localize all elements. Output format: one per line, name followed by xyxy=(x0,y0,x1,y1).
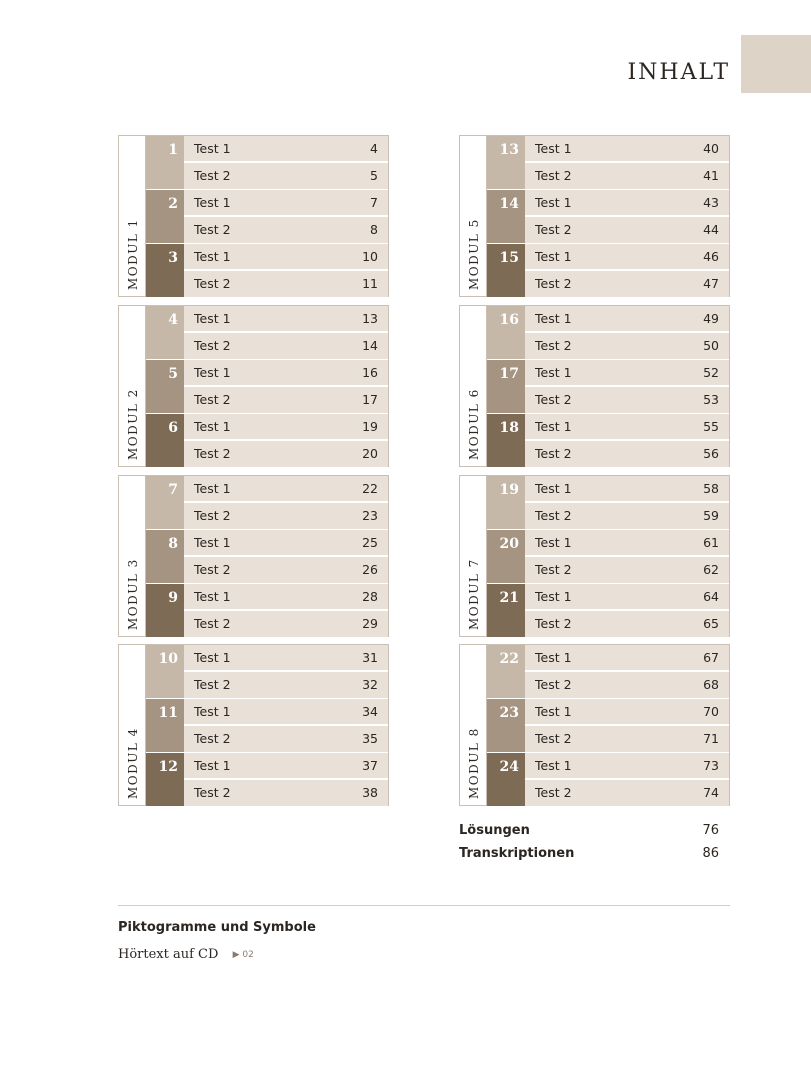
page-number: 44 xyxy=(703,222,719,237)
module-block xyxy=(118,135,389,297)
page-number: 55 xyxy=(703,419,719,434)
test-name: Test 2 xyxy=(194,562,231,577)
lesson-block xyxy=(487,360,729,413)
page-number: 35 xyxy=(362,731,378,746)
lesson-number: 4 xyxy=(146,306,184,359)
legend-item-cd xyxy=(118,947,254,962)
lesson-block xyxy=(487,753,729,806)
test-entry-row[interactable] xyxy=(525,441,729,467)
lesson-number: 1 xyxy=(146,136,184,189)
test-name: Test 2 xyxy=(535,222,572,237)
page-number: 31 xyxy=(362,650,378,665)
test-entry-row[interactable] xyxy=(525,190,729,216)
test-entry-row[interactable] xyxy=(525,611,729,637)
test-name: Test 1 xyxy=(535,365,572,380)
corner-tab xyxy=(741,35,811,93)
test-name: Test 2 xyxy=(535,677,572,692)
test-entry-row[interactable] xyxy=(525,244,729,270)
test-entry-row[interactable] xyxy=(525,217,729,243)
test-name: Test 2 xyxy=(194,508,231,523)
lesson-number: 3 xyxy=(146,244,184,297)
test-name: Test 1 xyxy=(194,650,231,665)
lesson-number: 10 xyxy=(146,645,184,698)
test-name: Test 2 xyxy=(194,222,231,237)
page-number: 20 xyxy=(362,446,378,461)
test-name: Test 1 xyxy=(535,589,572,604)
cd-track-icon: ▶ 02 xyxy=(232,949,254,960)
page-number: 74 xyxy=(703,785,719,800)
lesson-number: 15 xyxy=(487,244,525,297)
test-entry-row[interactable] xyxy=(184,414,388,440)
test-name: Test 1 xyxy=(535,141,572,156)
page-number: 34 xyxy=(362,704,378,719)
lesson-block xyxy=(487,699,729,752)
test-name: Test 2 xyxy=(194,338,231,353)
page-number: 47 xyxy=(703,276,719,291)
lesson-block xyxy=(487,244,729,297)
test-entry-row[interactable] xyxy=(525,163,729,189)
test-entry-row[interactable] xyxy=(525,476,729,502)
test-name: Test 2 xyxy=(194,276,231,291)
test-entry-row[interactable] xyxy=(525,271,729,297)
test-name: Test 1 xyxy=(194,419,231,434)
lesson-block xyxy=(146,530,388,583)
test-name: Test 2 xyxy=(194,785,231,800)
test-entry-row[interactable] xyxy=(184,441,388,467)
lesson-block xyxy=(487,306,729,359)
lesson-number: 11 xyxy=(146,699,184,752)
lesson-block xyxy=(146,136,388,189)
lesson-block xyxy=(487,645,729,698)
page-number: 40 xyxy=(703,141,719,156)
lesson-number: 18 xyxy=(487,414,525,467)
lesson-number: 2 xyxy=(146,190,184,243)
test-name: Test 2 xyxy=(535,785,572,800)
module-label: MODUL 1 xyxy=(126,218,140,290)
lesson-number: 19 xyxy=(487,476,525,529)
test-name: Test 2 xyxy=(535,392,572,407)
test-name: Test 2 xyxy=(194,392,231,407)
extra-page: 86 xyxy=(702,846,719,861)
test-name: Test 1 xyxy=(535,419,572,434)
page-number: 41 xyxy=(703,168,719,183)
module-label-box xyxy=(460,645,487,805)
lesson-block xyxy=(146,476,388,529)
page-number: 46 xyxy=(703,249,719,264)
module-label-box xyxy=(119,476,146,636)
page-number: 56 xyxy=(703,446,719,461)
page-number: 64 xyxy=(703,589,719,604)
test-name: Test 2 xyxy=(194,168,231,183)
test-name: Test 1 xyxy=(535,650,572,665)
page-number: 52 xyxy=(703,365,719,380)
test-entry-row[interactable] xyxy=(184,557,388,583)
lesson-block xyxy=(146,360,388,413)
module-block xyxy=(459,135,730,297)
test-name: Test 2 xyxy=(535,731,572,746)
legend-item-label: Hörtext auf CD xyxy=(118,947,219,962)
legend-title: Piktogramme und Symbole xyxy=(118,920,316,935)
lesson-number: 7 xyxy=(146,476,184,529)
lesson-block xyxy=(487,476,729,529)
lesson-block xyxy=(487,414,729,467)
test-entry-row[interactable] xyxy=(525,557,729,583)
test-entry-row[interactable] xyxy=(184,387,388,413)
lesson-block xyxy=(487,190,729,243)
page-number: 26 xyxy=(362,562,378,577)
lesson-number: 17 xyxy=(487,360,525,413)
lesson-number: 16 xyxy=(487,306,525,359)
page-number: 70 xyxy=(703,704,719,719)
lesson-block xyxy=(146,753,388,806)
test-name: Test 1 xyxy=(194,249,231,264)
module-block xyxy=(118,475,389,637)
lesson-block xyxy=(146,645,388,698)
page-number: 13 xyxy=(362,311,378,326)
page-number: 37 xyxy=(362,758,378,773)
module-label-box xyxy=(460,136,487,296)
page-number: 71 xyxy=(703,731,719,746)
page-number: 17 xyxy=(362,392,378,407)
test-name: Test 2 xyxy=(194,446,231,461)
test-entry-row[interactable] xyxy=(525,645,729,671)
page-number: 22 xyxy=(362,481,378,496)
page-title: INHALT xyxy=(627,60,730,85)
lesson-number: 9 xyxy=(146,584,184,637)
test-name: Test 2 xyxy=(194,677,231,692)
test-entry-row[interactable] xyxy=(184,753,388,779)
test-entry-row[interactable] xyxy=(184,271,388,297)
lesson-number: 21 xyxy=(487,584,525,637)
module-label-box xyxy=(119,306,146,466)
test-name: Test 1 xyxy=(194,195,231,210)
test-entry-row[interactable] xyxy=(184,190,388,216)
test-name: Test 1 xyxy=(194,311,231,326)
test-name: Test 1 xyxy=(194,535,231,550)
module-block xyxy=(118,305,389,467)
page-number: 50 xyxy=(703,338,719,353)
test-entry-row[interactable] xyxy=(525,503,729,529)
test-name: Test 2 xyxy=(535,276,572,291)
test-name: Test 2 xyxy=(194,616,231,631)
lesson-block xyxy=(146,414,388,467)
test-entry-row[interactable] xyxy=(525,780,729,806)
lesson-block xyxy=(487,584,729,637)
module-label: MODUL 6 xyxy=(467,388,481,460)
test-entry-row[interactable] xyxy=(525,530,729,556)
test-name: Test 2 xyxy=(535,446,572,461)
extra-label: Transkriptionen xyxy=(459,846,575,861)
test-name: Test 1 xyxy=(535,481,572,496)
lesson-block xyxy=(146,699,388,752)
lesson-number: 24 xyxy=(487,753,525,806)
extra-label: Lösungen xyxy=(459,823,530,838)
test-name: Test 2 xyxy=(194,731,231,746)
page-number: 4 xyxy=(370,141,378,156)
page-number: 8 xyxy=(370,222,378,237)
page-number: 14 xyxy=(362,338,378,353)
lesson-block xyxy=(146,584,388,637)
test-name: Test 2 xyxy=(535,168,572,183)
test-entry-row[interactable] xyxy=(525,333,729,359)
module-block xyxy=(118,644,389,806)
module-label: MODUL 4 xyxy=(126,727,140,799)
page-number: 49 xyxy=(703,311,719,326)
test-name: Test 2 xyxy=(535,508,572,523)
test-entry-row[interactable] xyxy=(184,476,388,502)
page-number: 59 xyxy=(703,508,719,523)
lesson-number: 8 xyxy=(146,530,184,583)
module-label-box xyxy=(119,136,146,296)
test-name: Test 1 xyxy=(535,195,572,210)
test-entry-row[interactable] xyxy=(184,645,388,671)
test-name: Test 1 xyxy=(535,311,572,326)
test-entry-row[interactable] xyxy=(184,726,388,752)
page-number: 58 xyxy=(703,481,719,496)
page-number: 11 xyxy=(362,276,378,291)
test-name: Test 1 xyxy=(194,141,231,156)
page-number: 43 xyxy=(703,195,719,210)
test-entry-row[interactable] xyxy=(184,333,388,359)
lesson-block xyxy=(487,530,729,583)
test-name: Test 1 xyxy=(194,365,231,380)
test-entry-row[interactable] xyxy=(184,584,388,610)
test-entry-row[interactable] xyxy=(525,306,729,332)
test-name: Test 1 xyxy=(535,249,572,264)
page-number: 65 xyxy=(703,616,719,631)
test-entry-row[interactable] xyxy=(525,753,729,779)
module-block xyxy=(459,475,730,637)
page-number: 23 xyxy=(362,508,378,523)
module-block xyxy=(459,644,730,806)
page-number: 61 xyxy=(703,535,719,550)
test-entry-row[interactable] xyxy=(525,726,729,752)
page-number: 16 xyxy=(362,365,378,380)
test-entry-row[interactable] xyxy=(525,360,729,386)
page-number: 62 xyxy=(703,562,719,577)
test-entry-row[interactable] xyxy=(184,699,388,725)
module-label-box xyxy=(119,645,146,805)
lesson-number: 23 xyxy=(487,699,525,752)
test-name: Test 2 xyxy=(535,616,572,631)
test-name: Test 1 xyxy=(194,704,231,719)
test-name: Test 1 xyxy=(535,758,572,773)
test-entry-row[interactable] xyxy=(184,306,388,332)
page-number: 25 xyxy=(362,535,378,550)
lesson-block xyxy=(146,190,388,243)
page-number: 10 xyxy=(362,249,378,264)
lesson-block xyxy=(146,306,388,359)
module-block xyxy=(459,305,730,467)
test-entry-row[interactable] xyxy=(525,584,729,610)
lesson-block xyxy=(487,136,729,189)
module-label: MODUL 5 xyxy=(467,218,481,290)
page-number: 29 xyxy=(362,616,378,631)
page-number: 53 xyxy=(703,392,719,407)
module-label-box xyxy=(460,306,487,466)
lesson-number: 22 xyxy=(487,645,525,698)
page-number: 32 xyxy=(362,677,378,692)
test-entry-row[interactable] xyxy=(184,611,388,637)
extra-page: 76 xyxy=(702,823,719,838)
module-label-box xyxy=(460,476,487,636)
test-entry-row[interactable] xyxy=(184,530,388,556)
lesson-number: 5 xyxy=(146,360,184,413)
module-label: MODUL 3 xyxy=(126,558,140,630)
test-entry-row[interactable] xyxy=(184,360,388,386)
page-number: 67 xyxy=(703,650,719,665)
lesson-number: 12 xyxy=(146,753,184,806)
module-label: MODUL 7 xyxy=(467,558,481,630)
test-name: Test 1 xyxy=(194,758,231,773)
test-entry-row[interactable] xyxy=(184,503,388,529)
page-number: 38 xyxy=(362,785,378,800)
test-entry-row[interactable] xyxy=(184,780,388,806)
test-entry-row[interactable] xyxy=(525,672,729,698)
test-entry-row[interactable] xyxy=(184,136,388,162)
test-name: Test 2 xyxy=(535,338,572,353)
module-label: MODUL 8 xyxy=(467,727,481,799)
page-number: 7 xyxy=(370,195,378,210)
test-entry-row[interactable] xyxy=(525,136,729,162)
test-entry-row[interactable] xyxy=(525,414,729,440)
module-label: MODUL 2 xyxy=(126,388,140,460)
page-number: 73 xyxy=(703,758,719,773)
test-name: Test 1 xyxy=(194,481,231,496)
test-entry-row[interactable] xyxy=(184,163,388,189)
page-number: 5 xyxy=(370,168,378,183)
page-number: 68 xyxy=(703,677,719,692)
page-number: 19 xyxy=(362,419,378,434)
test-name: Test 1 xyxy=(194,589,231,604)
lesson-number: 6 xyxy=(146,414,184,467)
test-entry-row[interactable] xyxy=(184,244,388,270)
test-entry-row[interactable] xyxy=(184,217,388,243)
divider xyxy=(118,905,730,906)
lesson-block xyxy=(146,244,388,297)
page-number: 28 xyxy=(362,589,378,604)
lesson-number: 13 xyxy=(487,136,525,189)
lesson-number: 20 xyxy=(487,530,525,583)
test-entry-row[interactable] xyxy=(184,672,388,698)
test-entry-row[interactable] xyxy=(525,699,729,725)
lesson-number: 14 xyxy=(487,190,525,243)
test-entry-row[interactable] xyxy=(525,387,729,413)
test-name: Test 1 xyxy=(535,535,572,550)
test-name: Test 1 xyxy=(535,704,572,719)
test-name: Test 2 xyxy=(535,562,572,577)
